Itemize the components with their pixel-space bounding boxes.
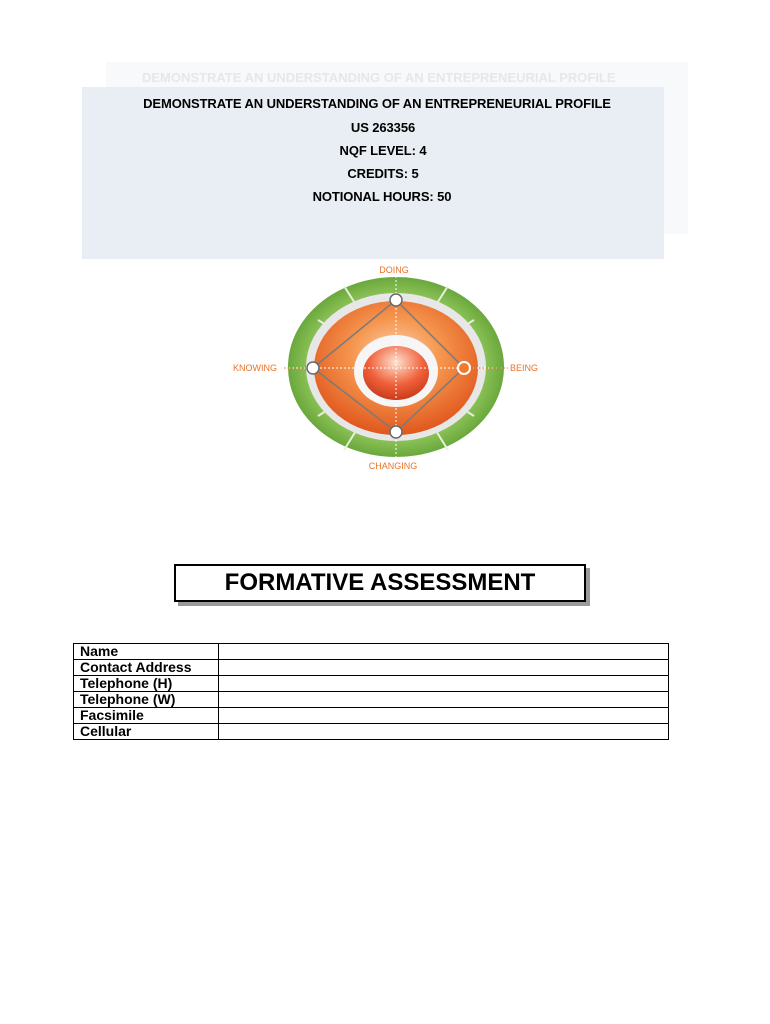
row-label-name: Name xyxy=(74,644,219,660)
row-value-telephone-work[interactable] xyxy=(219,692,669,708)
learner-info-table xyxy=(73,643,669,740)
row-value-telephone-home[interactable] xyxy=(219,676,669,692)
row-value-cellular[interactable] xyxy=(219,724,669,740)
node-changing xyxy=(390,426,402,438)
unit-title: DEMONSTRATE AN UNDERSTANDING OF AN ENTREPRENEURIAL PROFILE xyxy=(143,96,611,111)
unit-standard: US 263356 xyxy=(350,120,416,135)
row-value-contact-address[interactable] xyxy=(219,660,669,676)
entrepreneurial-profile-diagram xyxy=(226,258,548,476)
label-doing: DOING xyxy=(379,265,409,275)
label-being: BEING xyxy=(510,363,539,373)
row-value-name[interactable] xyxy=(219,644,669,660)
formative-assessment-heading: FORMATIVE ASSESSMENT xyxy=(174,564,586,602)
row-label-telephone-work: Telephone (W) xyxy=(74,692,219,708)
table-row xyxy=(74,644,669,660)
row-label-telephone-home: Telephone (H) xyxy=(74,676,219,692)
table-row xyxy=(74,692,669,708)
row-label-facsimile: Facsimile xyxy=(74,708,219,724)
ghost-title: DEMONSTRATE AN UNDERSTANDING OF AN ENTREPRENEURIAL PROFILE xyxy=(142,70,616,85)
row-label-cellular: Cellular xyxy=(74,724,219,740)
table-row xyxy=(74,708,669,724)
node-doing xyxy=(390,294,402,306)
node-being xyxy=(458,362,470,374)
table-row xyxy=(74,724,669,740)
row-value-facsimile[interactable] xyxy=(219,708,669,724)
nqf-level: NQF LEVEL: 4 xyxy=(339,143,427,158)
table-row xyxy=(74,676,669,692)
row-label-contact-address: Contact Address xyxy=(74,660,219,676)
notional-hours: NOTIONAL HOURS: 50 xyxy=(312,189,452,204)
label-changing: CHANGING xyxy=(368,461,418,471)
node-knowing xyxy=(307,362,319,374)
label-knowing: KNOWING xyxy=(233,363,277,373)
table-row xyxy=(74,660,669,676)
credits: CREDITS: 5 xyxy=(347,166,419,181)
